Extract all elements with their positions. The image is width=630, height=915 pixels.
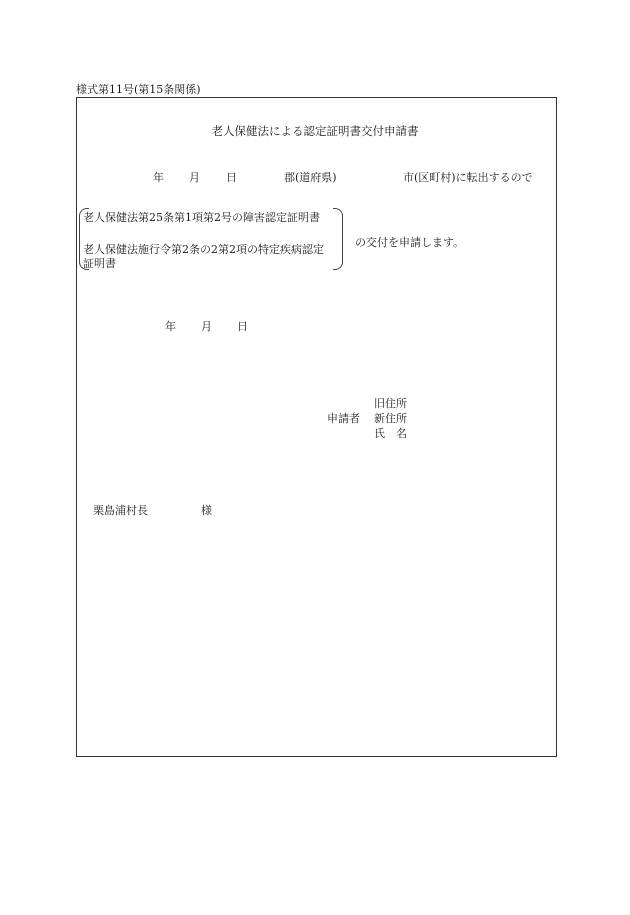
name-label: 氏 名 <box>374 427 407 440</box>
municipality-transfer-label: 市(区町村)に転出するので <box>403 171 533 184</box>
prefecture-label: 郡(道府県) <box>284 171 337 184</box>
new-address-label: 新住所 <box>374 412 407 425</box>
certificate-bracket-right <box>333 208 343 270</box>
application-year-label: 年 <box>165 320 176 333</box>
form-title: 老人保健法による認定証明書交付申請書 <box>211 124 419 138</box>
application-day-label: 日 <box>237 320 248 333</box>
transfer-year-label: 年 <box>153 171 164 184</box>
transfer-month-label: 月 <box>189 171 200 184</box>
form-number-label: 様式第11号(第15条関係) <box>76 83 201 96</box>
applicant-label: 申請者 <box>327 412 360 425</box>
certificate-option-disability: 老人保健法第25条第1項第2号の障害認定証明書 <box>83 211 320 224</box>
form-frame <box>76 97 557 757</box>
addressee-honorific: 様 <box>201 504 212 517</box>
old-address-label: 旧住所 <box>374 397 407 410</box>
application-month-label: 月 <box>201 320 212 333</box>
addressee-title: 栗島浦村長 <box>93 504 148 517</box>
certificate-option-disease-line2: 証明書 <box>83 257 116 270</box>
transfer-day-label: 日 <box>226 171 237 184</box>
request-text: の交付を申請します。 <box>355 236 465 249</box>
certificate-option-disease-line1: 老人保健法施行令第2条の2第2項の特定疾病認定 <box>83 243 324 256</box>
